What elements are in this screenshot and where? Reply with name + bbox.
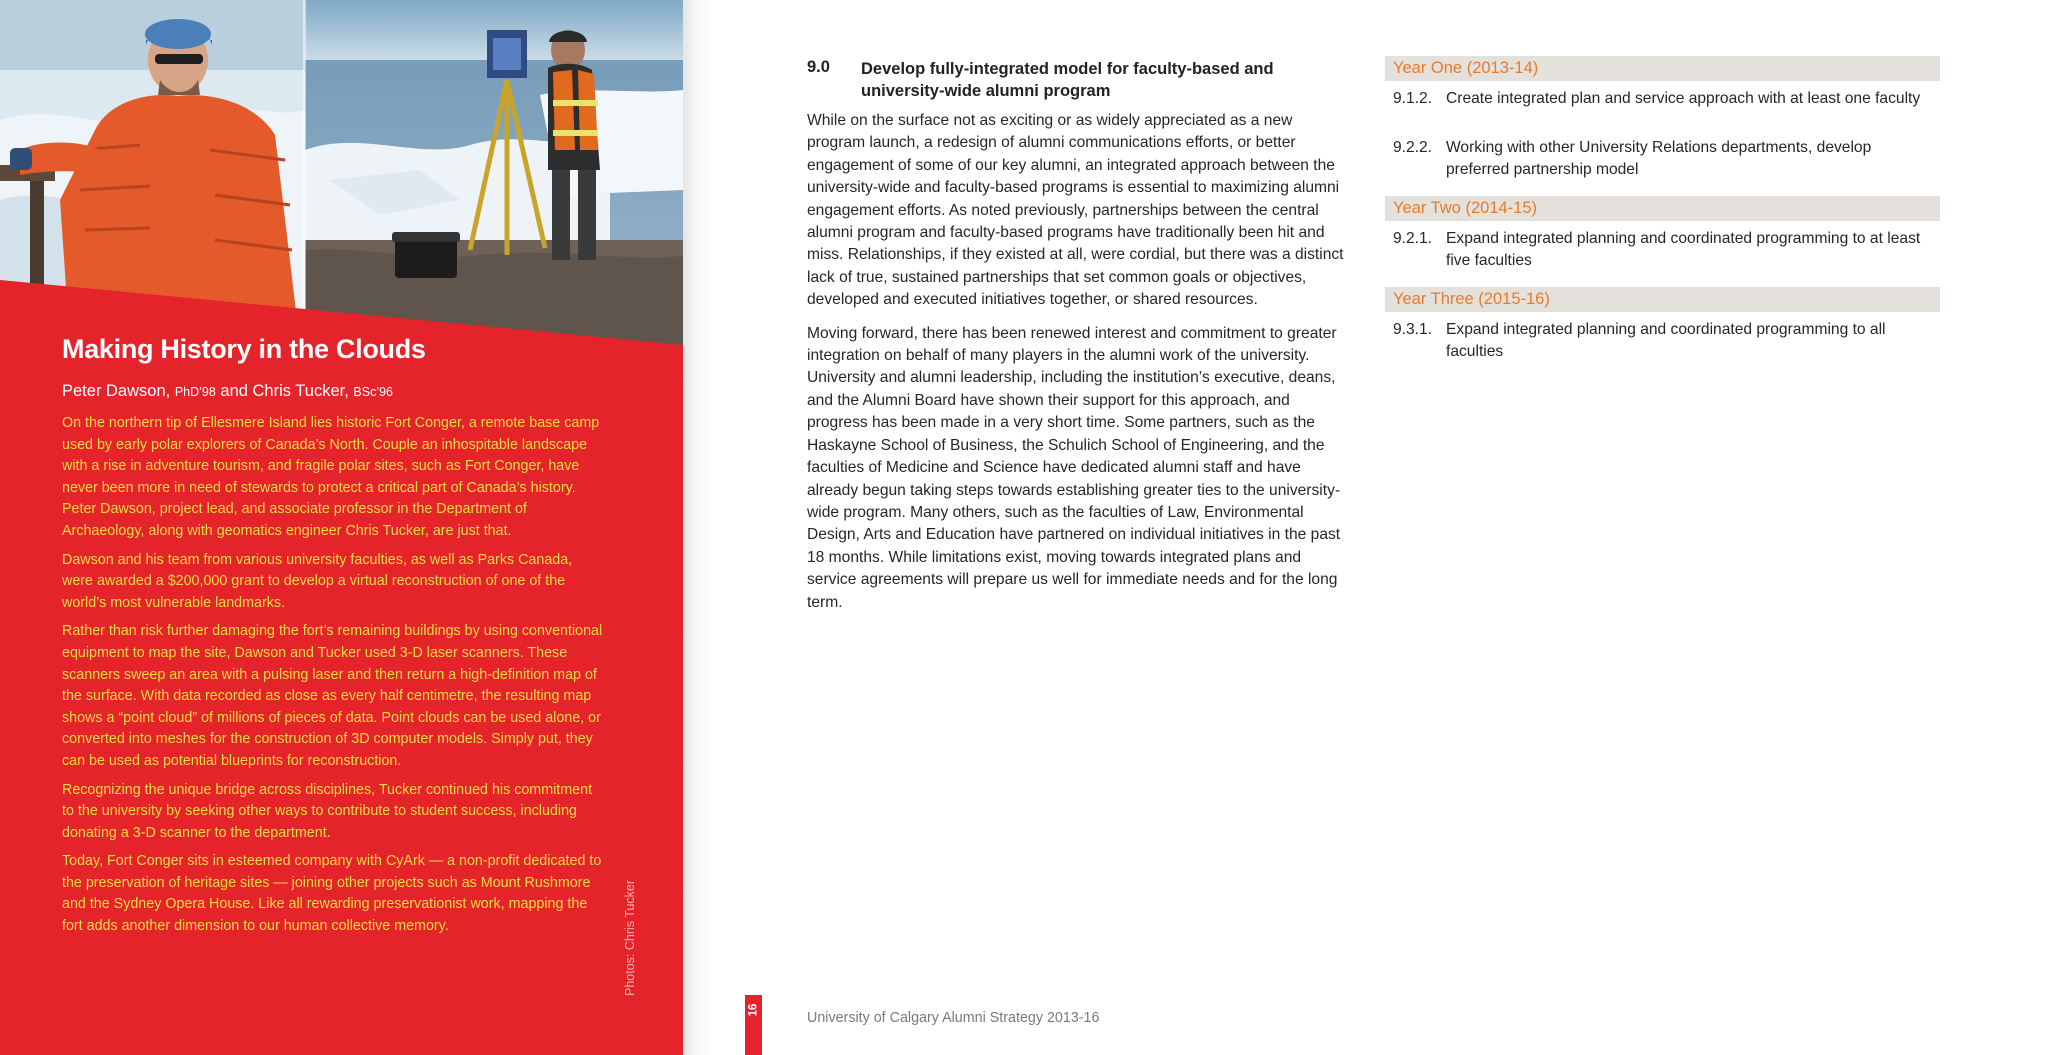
photo-credit: Photos: Chris Tucker bbox=[623, 879, 637, 996]
plan-item-number: 9.1.2. bbox=[1393, 90, 1433, 107]
body-paragraph: While on the surface not as exciting or as widely appreciated as a new program launch, a redesign of alumni communications efforts, or better engagement of some of our key alumni, an integrated approach between the university-wide and faculty-based programs is essential to maximizing alumni engagement efforts. As noted previously, partnerships between the central alumni program and faculty-based programs have traditionally been hit and miss. Relationships, if they existed at all, were cordial, but there was a distinct lack of true, sustained partnerships that set common goals or objectives, developed and executed initiatives together, or shared resources. bbox=[807, 112, 1344, 309]
page-number bbox=[745, 995, 762, 1025]
plan-item-text: Working with other University Relations departments, develop preferred partnership model bbox=[1446, 139, 1872, 179]
sidebar-body bbox=[62, 413, 607, 945]
author-name: Peter Dawson, bbox=[62, 382, 175, 400]
plan-item-number: 9.2.1. bbox=[1393, 230, 1433, 247]
year-two-header: Year Two (2014-15) bbox=[1385, 196, 1940, 221]
body-paragraph: Moving forward, there has been renewed interest and commitment to greater integration on behalf of many players in the alumni work of the university. University and alumni leadership, including the institution’s executive, deans, and the Alumni Board have shown their support for this approach, and progress has been made in a very short time. Some partners, such as the Haskayne School of Business, the Schulich School of Engineering, and the faculties of Medicine and Science have dedicated alumni staff and have already begun taking steps towards establishing greater ties to the university-wide program. Many others, such as the faculties of Law, Environmental Design, Arts and Education have partnered on individual initiatives in the past 18 months. While limitations exist, moving towards integrated plans and service agreements will prepare us well for immediate needs and for the long term. bbox=[807, 324, 1341, 611]
page-number-text: 16 bbox=[747, 1003, 760, 1017]
plan-item-text: Expand integrated planning and coordinated programming to at least five faculties bbox=[1446, 230, 1921, 270]
sidebar-title: Making History in the Clouds bbox=[62, 334, 426, 364]
sidebar-byline bbox=[62, 382, 393, 401]
year-one-header: Year One (2013-14) bbox=[1385, 56, 1940, 81]
plan-item-text: Create integrated plan and service approach with at least one faculty bbox=[1446, 90, 1921, 107]
sidebar-paragraph: On the northern tip of Ellesmere Island lies historic Fort Conger, a remote base camp used by early polar explorers of Canada’s North. Couple an inhospitable landscape with a rise in adventure tourism, and fragile polar sites, such as Fort Conger, have never been more in need of stewards to protect a critical part of Canada’s history. Peter Dawson, project lead, and associate professor in the Department of Archaeology, along with geomatics engineer Chris Tucker, are just that. bbox=[62, 415, 600, 539]
plan-item-number: 9.2.2. bbox=[1393, 139, 1433, 156]
plan-item bbox=[1393, 228, 1938, 273]
page-gutter bbox=[683, 0, 713, 1055]
plan-item-number: 9.3.1. bbox=[1393, 321, 1433, 338]
sidebar-panel bbox=[0, 0, 683, 1055]
sidebar-paragraph: Recognizing the unique bridge across disciplines, Tucker continued his commitment to the university by seeking other ways to contribute to student success, including donating a 3-D scanner to the department. bbox=[62, 781, 593, 841]
author-degree: BSc’96 bbox=[353, 385, 393, 399]
main-body bbox=[807, 110, 1352, 625]
plan-item-text: Expand integrated planning and coordinated programming to all faculties bbox=[1446, 321, 1886, 361]
author-degree: PhD’98 bbox=[174, 385, 216, 399]
section-number: 9.0 bbox=[807, 58, 830, 76]
year-three-header: Year Three (2015-16) bbox=[1385, 287, 1940, 312]
sidebar-paragraph: Dawson and his team from various university faculties, as well as Parks Canada, were awarded a $200,000 grant to develop a virtual reconstruction of one of the world’s most vulnerable landmarks. bbox=[62, 551, 573, 611]
plan-item bbox=[1393, 319, 1938, 364]
author-name: Chris Tucker, bbox=[252, 382, 354, 400]
plan-item bbox=[1393, 88, 1938, 110]
footer-title: University of Calgary Alumni Strategy 2013-16 bbox=[807, 1010, 1100, 1026]
sidebar-paragraph: Rather than risk further damaging the fort’s remaining buildings by using conventional equipment to map the site, Dawson and Tucker used 3-D laser scanners. These scanners sweep an area with a pulsing laser and then return a high-definition map of the surface. With data recorded as close as every half centimetre, the resulting map shows a “point cloud” of millions of pieces of data. Point clouds can be used alone, or converted into meshes for the construction of 3D computer models. Simply put, they can be used as potential blueprints for reconstruction. bbox=[62, 623, 603, 769]
byline-conjunction: and bbox=[215, 382, 253, 400]
sidebar-paragraph: Today, Fort Conger sits in esteemed company with CyArk — a non-profit dedicated to the preservation of heritage sites — joining other projects such as Mount Rushmore and the Sydney Opera House. Like all rewarding preservationist work, mapping the fort adds another dimension to our human collective memory. bbox=[62, 853, 602, 935]
photo-researchers-icon bbox=[0, 0, 683, 345]
section-title: Develop fully-integrated model for faculty-based and university-wide alumni program bbox=[861, 60, 1274, 100]
plan-item bbox=[1393, 137, 1938, 182]
